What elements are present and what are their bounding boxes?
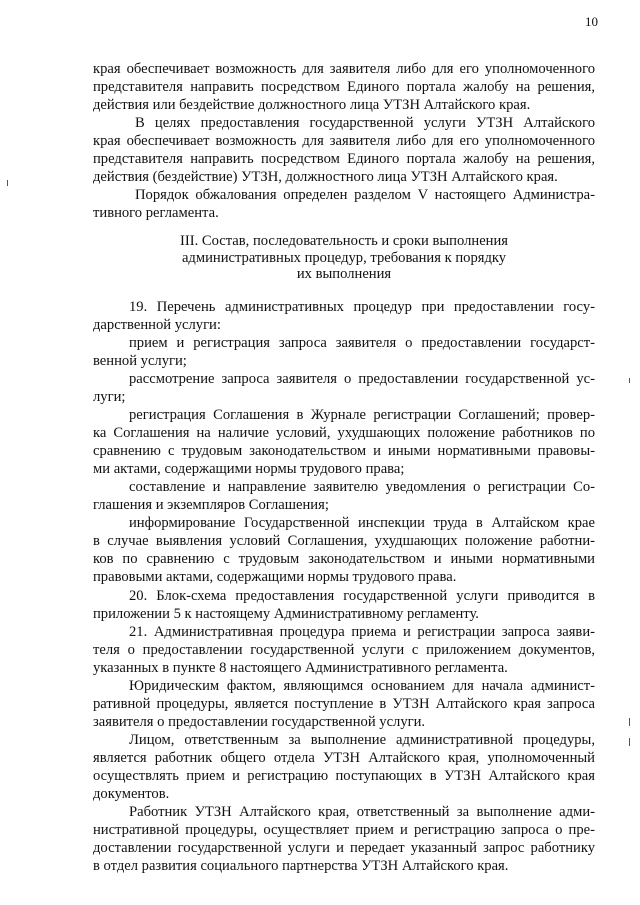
text-line: доставлении государственной услуги и передает указанный запрос работнику	[93, 840, 595, 856]
text-line: глашения и экземпляров Соглашения;	[93, 497, 329, 513]
text-line: ративной процедуры, является поступление в УТЗН Алтайского края запроса	[93, 696, 595, 712]
text-line: представителя направить посредством Единого портала жалобу на решения,	[93, 151, 595, 167]
text-line: указанных в пункте 8 настоящего Административного регламента.	[93, 660, 508, 676]
text-line: 21. Административная процедура приема и регистрации запроса заяви-	[129, 624, 595, 640]
scan-mark	[7, 180, 8, 186]
text-line: в отдел развития социального партнерства УТЗН Алтайского края.	[93, 858, 509, 874]
text-line: представителя направить посредством Единого портала жалобу на решения,	[93, 79, 595, 95]
text-line: 20. Блок-схема предоставления государственной услуги приводится в	[129, 588, 595, 604]
scan-mark	[629, 378, 630, 383]
text-line: нистративной процедуры, осуществляет прием и регистрацию запроса о пре-	[93, 822, 595, 838]
text-line: является работник общего отдела УТЗН Алтайского края, уполномоченный	[93, 750, 595, 766]
text-line: составление и направление заявителю уведомления о регистрации Со-	[129, 479, 595, 495]
text-line: дарственной услуги:	[93, 317, 221, 333]
text-line: Лицом, ответственным за выполнение административной процедуры,	[129, 732, 595, 748]
text-line: ков по сравнению с трудовым законодательством и иными нормативными	[93, 551, 595, 567]
text-line: луги;	[93, 389, 126, 405]
text-line: прием и регистрация запроса заявителя о предоставлении государст-	[129, 335, 595, 351]
text-line: В целях предоставления государственной услуги УТЗН Алтайского	[135, 115, 595, 131]
text-line: информирование Государственной инспекции труда в Алтайском крае	[129, 515, 595, 531]
text-line: края обеспечивает возможность для заявителя либо для его уполномоченного	[93, 61, 595, 77]
text-line: теля о предоставлении государственной услуги с приложением документов,	[93, 642, 595, 658]
text-line: действия (бездействие) УТЗН, должностного лица УТЗН Алтайского края.	[93, 169, 558, 185]
text-line: Работник УТЗН Алтайского края, ответственный за выполнение адми-	[129, 804, 595, 820]
text-line: Порядок обжалования определен разделом V настоящего Администра-	[135, 187, 595, 203]
heading-line: административных процедур, требования к порядку	[181, 250, 507, 266]
text-line: тивного регламента.	[93, 205, 219, 221]
text-line: регистрация Соглашения в Журнале регистрации Соглашений; провер-	[129, 407, 595, 423]
scan-mark	[629, 738, 630, 746]
text-line: Юридическим фактом, являющимся основанием для начала админист-	[129, 678, 595, 694]
text-line: документов.	[93, 786, 170, 802]
text-line: сравнению с трудовым законодательством и иными нормативными правовы-	[93, 443, 595, 459]
text-line: венной услуги;	[93, 353, 187, 369]
text-line: правовыми актами, содержащими нормы трудового права.	[93, 569, 457, 585]
scan-mark	[629, 718, 630, 726]
text-line: края обеспечивает возможность для заявителя либо для его уполномоченного	[93, 133, 595, 149]
text-line: заявителя о предоставлении государственной услуги.	[93, 714, 426, 730]
page-number: 10	[585, 14, 598, 29]
text-line: действия или бездействие должностного лица УТЗН Алтайского края.	[93, 97, 531, 113]
heading-line: III. Состав, последовательность и сроки выполнения	[179, 233, 509, 249]
text-line: рассмотрение запроса заявителя о предоставлении государственной ус-	[129, 371, 595, 387]
text-line: ка Соглашения на наличие условий, ухудшающих положение работников по	[93, 425, 595, 441]
text-line: осуществлять прием и регистрацию поступающих в УТЗН Алтайского края	[93, 768, 595, 784]
text-line: ми актами, содержащими нормы трудового права;	[93, 461, 405, 477]
text-line: 19. Перечень административных процедур при предоставлении госу-	[129, 299, 595, 315]
text-line: приложении 5 к настоящему Административному регламенту.	[93, 606, 479, 622]
heading-line: их выполнения	[296, 266, 392, 282]
text-line: в случае выявления условий Соглашения, ухудшающих положение работни-	[93, 533, 595, 549]
